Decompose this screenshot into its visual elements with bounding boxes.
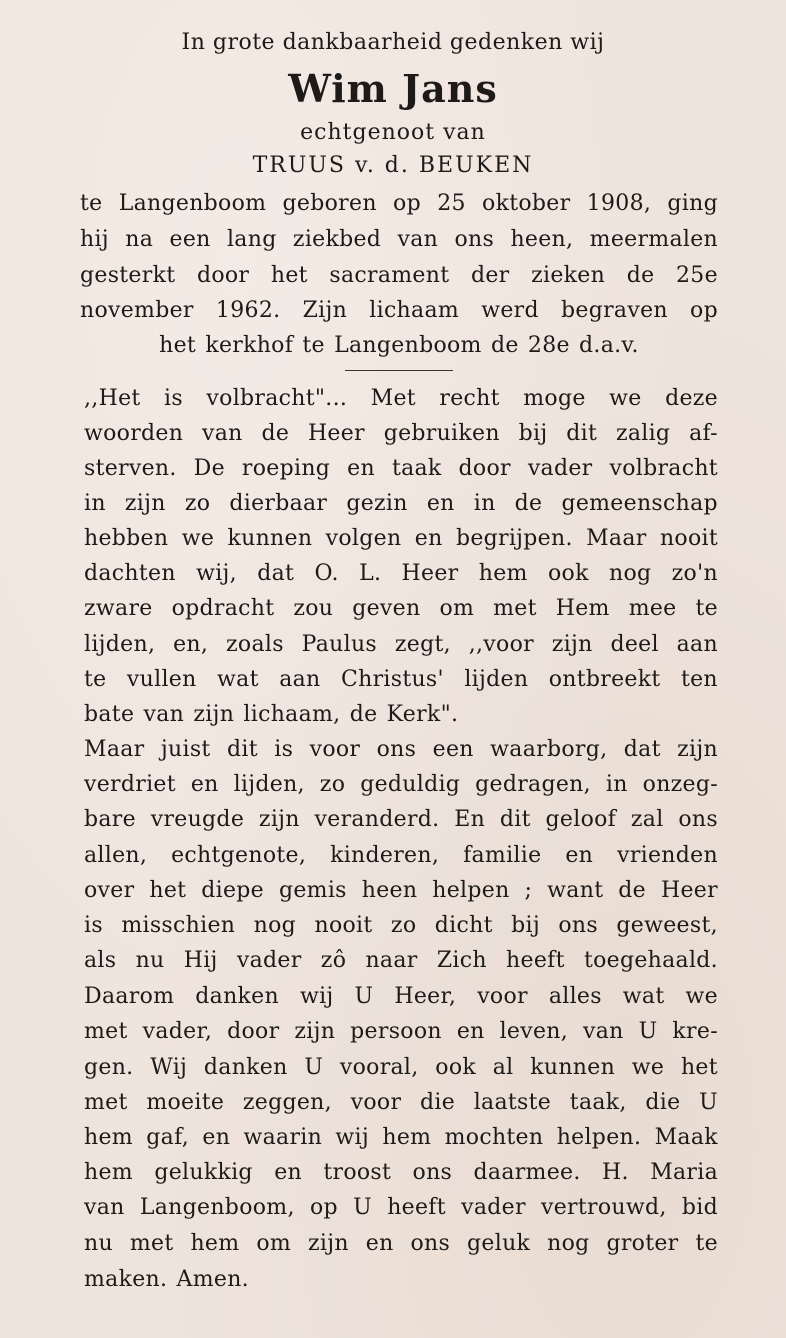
text-line: lijden, en, zoals Paulus zegt, ,,voor zijn deel aan: [84, 632, 718, 657]
text-line: over het diepe gemis heen helpen ; want de Heer: [84, 878, 718, 903]
text-line: bare vreugde zijn veranderd. En dit geloof zal ons: [84, 807, 718, 832]
spouse-name: TRUUS v. d. BEUKEN: [252, 153, 534, 178]
text-line: sterven. De roeping en taak door vader volbracht: [84, 456, 718, 481]
text-line: woorden van de Heer gebruiken bij dit zalig af-: [84, 421, 718, 446]
bio-line: gesterkt door het sacrament der zieken de 25e: [80, 263, 718, 288]
bio-line: november 1962. Zijn lichaam werd begraven op: [80, 298, 718, 323]
text-line: van Langenboom, op U heeft vader vertrouwd, bid: [84, 1195, 718, 1220]
text-line: hem gaf, en waarin wij hem mochten helpen. Maak: [84, 1125, 718, 1150]
text-line: dachten wij, dat O. L. Heer hem ook nog zo'n: [84, 561, 718, 586]
text-line: gen. Wij danken U vooral, ook al kunnen we het: [84, 1055, 718, 1080]
text-line: allen, echtgenote, kinderen, familie en vrienden: [84, 843, 718, 868]
text-line: bate van zijn lichaam, de Kerk".: [84, 702, 459, 727]
bio-line: het kerkhof te Langenboom de 28e d.a.v.: [159, 333, 639, 358]
text-line: nu met hem om zijn en ons geluk nog groter te: [84, 1231, 718, 1256]
text-line: met moeite zeggen, voor die laatste taak, die U: [84, 1090, 718, 1115]
intro-line: In grote dankbaarheid gedenken wij: [181, 30, 605, 55]
deceased-name: Wim Jans: [288, 66, 498, 111]
text-line: verdriet en lijden, zo geduldig gedragen, in onzeg-: [84, 772, 718, 797]
text-line: maken. Amen.: [84, 1267, 249, 1292]
divider-rule: [345, 370, 453, 371]
text-line: met vader, door zijn persoon en leven, van U kre-: [84, 1019, 718, 1044]
bio-line: hij na een lang ziekbed van ons heen, meermalen: [80, 227, 718, 252]
bio-line: te Langenboom geboren op 25 oktober 1908, ging: [80, 191, 718, 216]
text-line: zware opdracht zou geven om met Hem mee te: [84, 596, 718, 621]
text-line: is misschien nog nooit zo dicht bij ons geweest,: [84, 913, 718, 938]
text-line: in zijn zo dierbaar gezin en in de gemeenschap: [84, 491, 718, 516]
text-line: ,,Het is volbracht"... Met recht moge we deze: [84, 386, 718, 411]
text-line: hem gelukkig en troost ons daarmee. H. Maria: [84, 1160, 718, 1185]
text-line: als nu Hij vader zô naar Zich heeft toegehaald.: [84, 948, 718, 973]
text-line: hebben we kunnen volgen en begrijpen. Maar nooit: [84, 526, 718, 551]
spouse-label: echtgenoot van: [300, 120, 486, 145]
text-line: te vullen wat aan Christus' lijden ontbreekt ten: [84, 667, 718, 692]
text-line: Maar juist dit is voor ons een waarborg, dat zijn: [84, 737, 718, 762]
text-line: Daarom danken wij U Heer, voor alles wat we: [84, 984, 718, 1009]
